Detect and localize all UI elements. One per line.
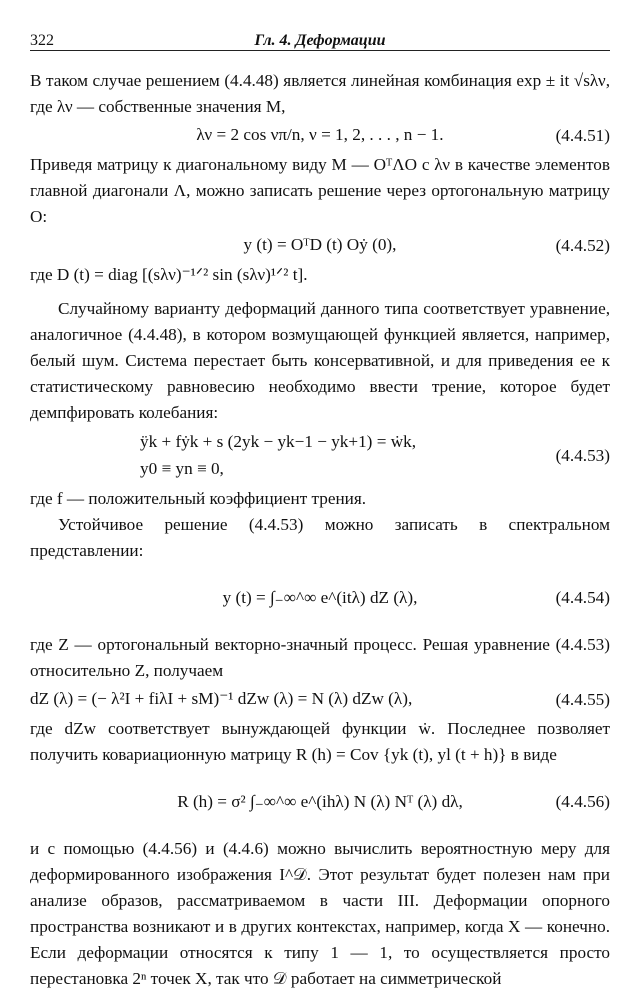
header-rule [30, 50, 610, 51]
equation-number: (4.4.52) [555, 236, 610, 255]
equation-4-4-54 [30, 566, 610, 630]
equation-formula: dZ (λ) = (− λ²I + fiλI + sM)⁻¹ dZw (λ) = N (λ) dZw (λ), [30, 689, 413, 708]
equation-number: (4.4.54) [555, 588, 610, 607]
equation-system [140, 428, 510, 482]
running-title: Гл. 4. Деформации [254, 32, 386, 49]
equation-4-4-51 [30, 122, 610, 150]
paragraph: Случайному варианту деформаций данного типа соответствует уравнение, аналогичное (4.4.48), в котором возмущающей функцией является, например, белый шум. Система перестает быть консервативной, и для приведения ее к статистическому равновесию необходимо ввести трение, которое будет демпфировать колебания: [30, 299, 610, 422]
equation-4-4-53 [30, 428, 610, 484]
equation-line: y0 ≡ yn ≡ 0, [140, 459, 224, 478]
running-header [30, 28, 610, 54]
paragraph: где dZw соответствует вынуждающей функции ẇ. Последнее позволяет получить ковариационную матрицу R (h) = Cov {yk (t), yl (t + h)} в виде [30, 719, 610, 764]
paragraph: Приведя матрицу к диагональному виду M — OᵀΛO с λν в качестве элементов главной диагонали Λ, можно записать решение через ортогональную матрицу O: [30, 155, 610, 226]
paragraph: где D (t) = diag [(sλν)⁻¹ᐟ² sin (sλν)¹ᐟ² t]. [30, 265, 308, 284]
equation-formula: y (t) = OᵀD (t) Oẏ (0), [243, 235, 397, 254]
equation-number: (4.4.55) [555, 690, 610, 709]
paragraph: и с помощью (4.4.56) и (4.4.6) можно вычислить вероятностную меру для деформированного изображения I^𝒟. Этот результат будет полезен нам при анализе образов, рассматриваемом в части III. Деформации опорного пространства возникают и в других контекстах, например, когда X — конечно. Если деформации относятся к типу 1 — 1, то осуществляется просто перестановка 2ⁿ точек X, так что 𝒟 работает на симметрической [30, 839, 610, 988]
equation-4-4-55 [30, 686, 610, 714]
equation-line: ÿk + fẏk + s (2yk − yk−1 − yk+1) = ẇk, [140, 432, 416, 451]
equation-number: (4.4.53) [555, 446, 610, 465]
page-number: 322 [30, 32, 54, 49]
paragraph: где f — положительный коэффициент трения. [30, 489, 367, 508]
equation-number: (4.4.56) [555, 792, 610, 811]
paragraph: где Z — ортогональный векторно-значный процесс. Решая уравнение (4.4.53) относительно Z, получаем [30, 635, 610, 680]
equation-formula: y (t) = ∫₋∞^∞ e^(itλ) dZ (λ), [222, 588, 418, 607]
paragraph: В таком случае решением (4.4.48) является линейная комбинация exp ± it √sλν, где λν — собственные значения M, [30, 71, 610, 116]
equation-formula: λν = 2 cos νπ/n, ν = 1, 2, . . . , n − 1. [196, 125, 444, 144]
equation-4-4-52 [30, 232, 610, 260]
equation-formula: R (h) = σ² ∫₋∞^∞ e^(ihλ) N (λ) Nᵀ (λ) dλ, [177, 792, 463, 811]
equation-4-4-56 [30, 770, 610, 834]
paragraph: Устойчивое решение (4.4.53) можно записать в спектральном представлении: [30, 515, 610, 560]
equation-number: (4.4.51) [555, 126, 610, 145]
